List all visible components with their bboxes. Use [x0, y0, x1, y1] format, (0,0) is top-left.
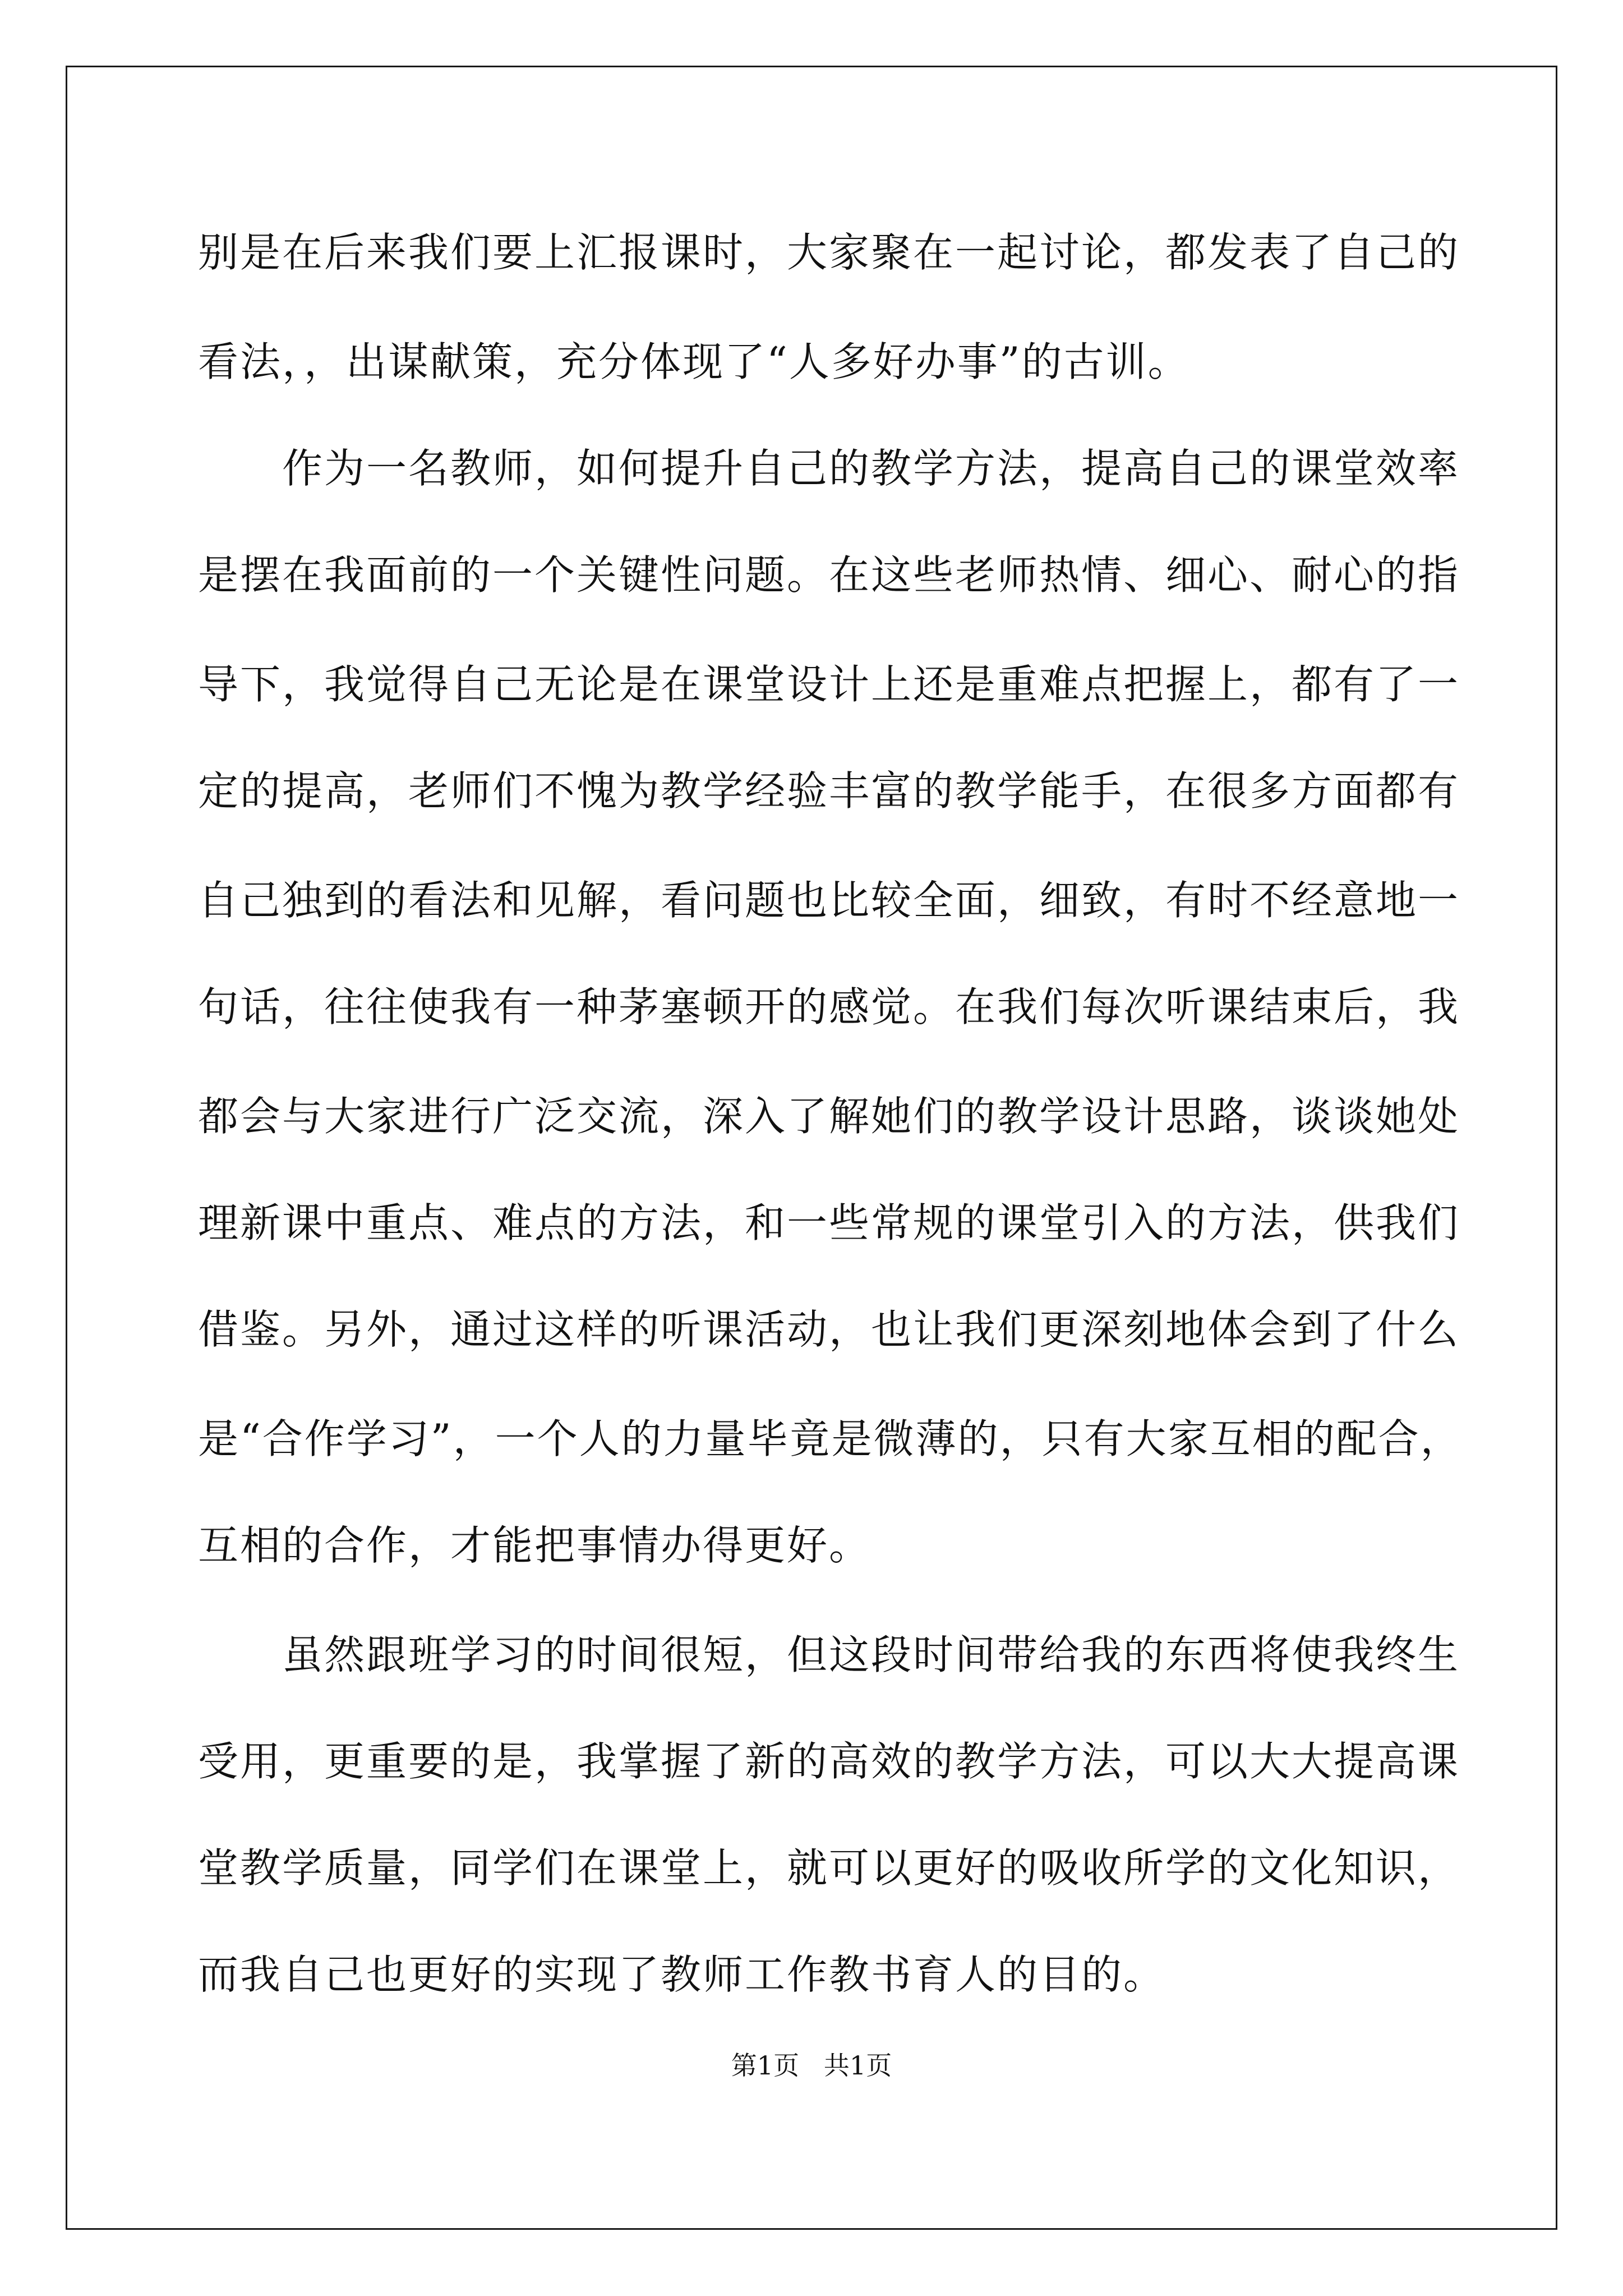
text-line: 定的提高，老师们不愧为教学经验丰富的教学能手，在很多方面都有 — [198, 767, 1460, 815]
text-line: 看法，，出谋献策，充分体现了“人多好办事”的古训。 — [198, 338, 1190, 385]
text-line: 句话，往往使我有一种茅塞顿开的感觉。在我们每次听课结束后，我 — [198, 983, 1460, 1030]
text-line: 而我自己也更好的实现了教师工作教书育人的目的。 — [198, 1951, 1166, 1998]
paragraph-start-line: 作为一名教师，如何提升自己的教学方法，提高自己的课堂效率 — [282, 445, 1460, 492]
text-line: 是摆在我面前的一个关键性问题。在这些老师热情、细心、耐心的指 — [198, 551, 1460, 599]
text-line: 堂教学质量，同学们在课堂上，就可以更好的吸收所学的文化知识， — [198, 1844, 1460, 1892]
text-line: 受用，更重要的是，我掌握了新的高效的教学方法，可以大大提高课 — [198, 1738, 1460, 1785]
text-line: 别是在后来我们要上汇报课时，大家聚在一起讨论，都发表了自己的 — [198, 229, 1460, 276]
page-number-footer: 第1页 共1页 — [731, 2050, 892, 2081]
text-line: 互相的合作，才能把事情办得更好。 — [198, 1522, 872, 1569]
text-line: 都会与大家进行广泛交流，深入了解她们的教学设计思路，谈谈她处 — [198, 1093, 1460, 1140]
paragraph-start-line: 虽然跟班学习的时间很短，但这段时间带给我的东西将使我终生 — [282, 1631, 1460, 1678]
text-line: 导下，我觉得自己无论是在课堂设计上还是重难点把握上，都有了一 — [198, 661, 1460, 708]
text-line: 借鉴。另外，通过这样的听课活动，也让我们更深刻地体会到了什么 — [198, 1306, 1460, 1353]
text-line: 是“合作学习”，一个人的力量毕竟是微薄的，只有大家互相的配合， — [198, 1415, 1463, 1462]
text-line: 自己独到的看法和见解，看问题也比较全面，细致，有时不经意地一 — [198, 877, 1460, 924]
text-line: 理新课中重点、难点的方法，和一些常规的课堂引入的方法，供我们 — [198, 1199, 1460, 1246]
page-border — [66, 66, 1557, 2230]
